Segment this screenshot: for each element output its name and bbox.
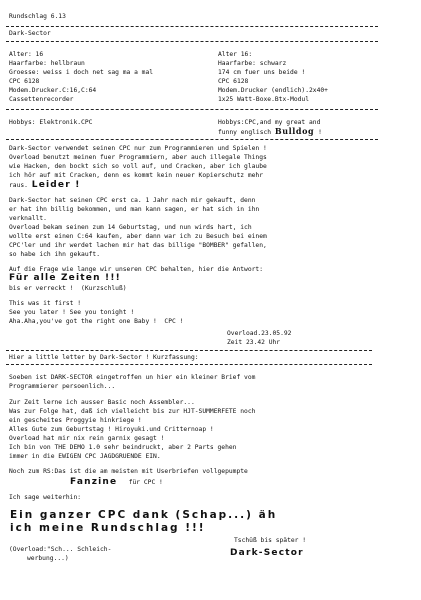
letter-line: Soeben ist DARK-SECTOR eingetroffen un hier ein kleiner Brief vom [9, 374, 256, 381]
letter-line: Noch zum RS:Das ist die am meisten mit Userbriefen vollgepumpte [9, 468, 248, 475]
hobbies-end: ! [318, 129, 322, 136]
bulldog-word: Bulldog [274, 126, 315, 136]
profile-right-line: 1x25 Watt-Boxe.Btx-Modul [218, 96, 309, 103]
divider [6, 109, 378, 110]
profile-left-line: Alter: 16 [9, 51, 44, 58]
fanzine-line [70, 477, 163, 487]
section-title: Hier a little letter by Dark-Sector ! Kurzfassung: [9, 354, 199, 361]
farewell-line: Tschüß bis später ! [234, 537, 307, 544]
signature-dark-sector: Dark-Sector [230, 548, 304, 558]
signature-line: Overload.23.05.92 [227, 330, 292, 337]
divider [6, 350, 372, 351]
body-line: Dark-Sector hat seinen CPC erst ca. 1 Jahr nach mir gekauft, denn [9, 197, 256, 204]
body-line: CPC'ler und ihr werdet lachen mir hat das billige "BOMBER" gefallen, [9, 242, 267, 249]
profile-right-line: 174 cm fuer uns beide ! [218, 69, 306, 76]
closing-line: See you later ! See you tonight ! [9, 309, 135, 316]
profile-right-line: Modem.Drucker (endlich).2x40+ [218, 87, 328, 94]
body-line: Overload bekam seinen zum 14 Geburtstag, und nun wirds hart, ich [9, 224, 252, 231]
big-slogan-line: Ein ganzer CPC dank (Schap...) äh [10, 509, 278, 521]
profile-left-line: Cassettenrecorder [9, 96, 74, 103]
section-title: Dark-Sector [9, 30, 51, 37]
letter-line: Zur Zeit lerne ich ausser Basic noch Assembler... [9, 399, 195, 406]
letter-line: Ich sage weiterhin: [9, 494, 82, 501]
divider [6, 364, 372, 365]
body-text: raus. [9, 182, 28, 189]
big-slogan-line: ich meine Rundschlag !!! [10, 522, 206, 534]
hobbies-left: Hobbys: Elektronik.CPC [9, 119, 93, 126]
hobbies-text: funny englisch [218, 129, 272, 136]
body-line: er hat ihn billig bekommen, und man kann sagen, er hat sich in ihn [9, 206, 260, 213]
overload-note: (Overload:"Sch... Schleich- [9, 546, 112, 553]
closing-line: Aha.Aha,you've got the right one Baby ! CPC ! [9, 318, 184, 325]
fanzine-tail: für CPC ! [128, 479, 163, 486]
question-line: Auf die Frage wie lange wir unseren CPC behalten, hier die Antwort: [9, 266, 264, 273]
divider [6, 41, 378, 42]
profile-left-line: Groesse: weiss i doch net sag ma a mal [9, 69, 154, 76]
profile-right-line: CPC 6128 [218, 78, 249, 85]
profile-left-line: CPC 6128 [9, 78, 40, 85]
overload-note: werbung...) [27, 555, 69, 562]
profile-left-line: Modem.Drucker.C:16,C:64 [9, 87, 97, 94]
body-line [9, 180, 81, 190]
divider [6, 26, 378, 27]
letter-line: Ich bin von THE DEMO 1.0 sehr beindruckt, aber 2 Parts gehen [9, 444, 237, 451]
letter-line: Programmierer persoenlich... [9, 383, 116, 390]
signature-line: Zeit 23.42 Uhr [227, 339, 281, 346]
profile-left-line: Haarfarbe: hellbraun [9, 60, 85, 67]
leider-emphasis: Leider ! [31, 180, 81, 190]
body-line: Dark-Sector verwendet seinen CPC nur zum Programmieren und Spielen ! [9, 145, 267, 152]
letter-line: Was zur Folge hat, daß ich vielleicht bis zur HJT-SUMMERFETE noch [9, 408, 256, 415]
letter-line: immer in die EWIGEN CPC JAGDGRUENDE EIN. [9, 453, 161, 460]
document-header: Rundschlag 6.13 [9, 13, 66, 20]
letter-line: Alles Gute zum Geburtstag ! Hiroyuki.und Critternoap ! [9, 426, 214, 433]
answer-emphasis: Für alle Zeiten !!! [9, 273, 121, 283]
hobbies-right-line [218, 128, 322, 136]
fanzine-emphasis: Fanzine [70, 477, 118, 487]
closing-line: This was it first ! [9, 300, 82, 307]
letter-line: ein gescheites Proggyie hinkriege ! [9, 417, 142, 424]
body-line: ich hör auf mit Cracken, denn es kommt kein neuer Kopierschutz mehr [9, 172, 264, 179]
body-line: wie Hacken, den bockt sich so voll auf, und Cracken, aber ich glaube [9, 163, 267, 170]
divider [6, 139, 378, 140]
body-line: verknallt. [9, 215, 47, 222]
answer-tail: bis er verreckt ! (Kurzschluß) [9, 285, 127, 292]
body-line: so habe ich ihn gekauft. [9, 251, 100, 258]
profile-right-line: Alter 16: [218, 51, 253, 58]
hobbies-right-line: Hobbys:CPC,and my great and [218, 119, 321, 126]
letter-line: Overload hat mir nix rein garnix gesagt ! [9, 435, 165, 442]
profile-right-line: Haarfarbe: schwarz [218, 60, 287, 67]
body-line: wollte erst einen C:64 kaufen, aber dann war ich zu Besuch bei einem [9, 233, 267, 240]
body-line: Overload benutzt meinen fuer Programmiern, aber auch illegale Things [9, 154, 267, 161]
